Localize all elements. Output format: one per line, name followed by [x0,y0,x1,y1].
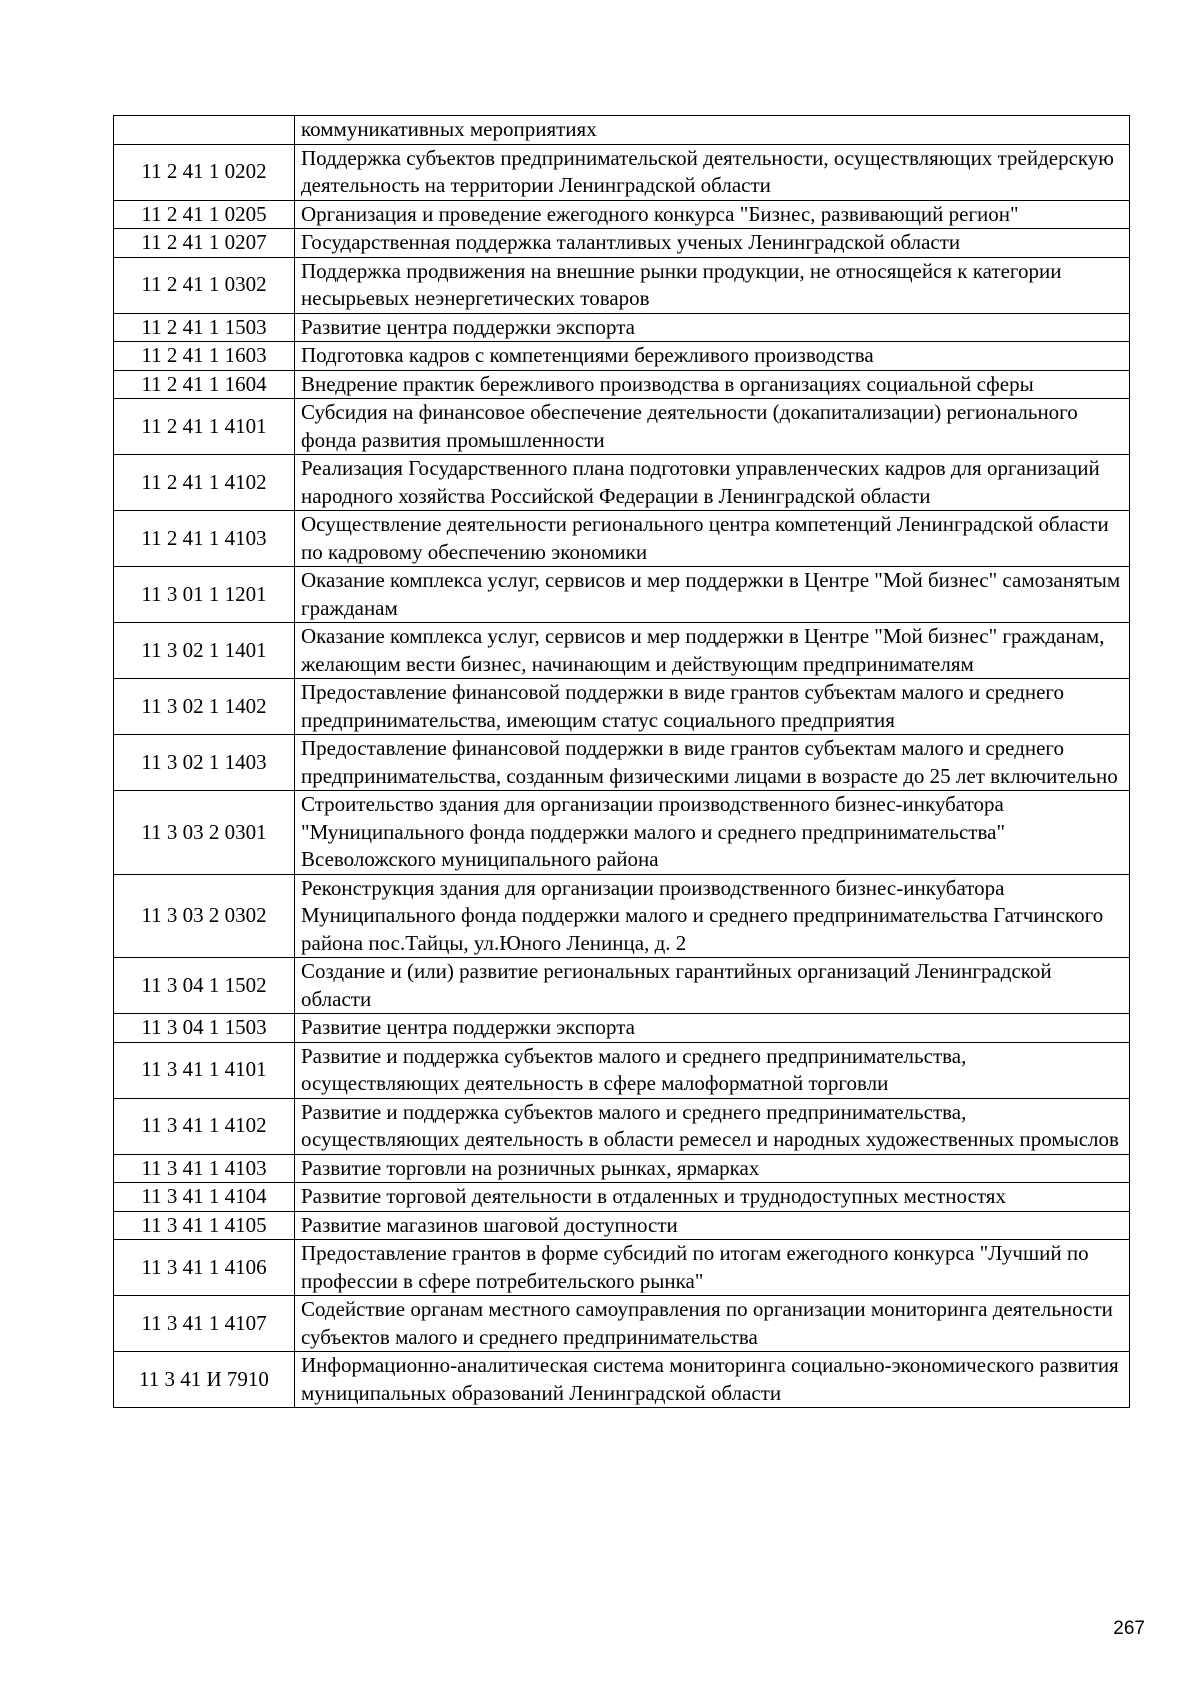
row-description: Развитие центра поддержки экспорта [295,1014,1130,1043]
row-description: Реконструкция здания для организации производственного бизнес-инкубатора Муниципального фонда поддержки малого и среднего предпринимательства Гатчинского района пос.Тайцы, ул.Юного Ленинца, д. 2 [295,874,1130,958]
table-row [114,874,1130,958]
row-code: 11 3 41 1 4104 [114,1183,295,1212]
row-description: коммуникативных мероприятиях [295,116,1130,145]
table-body [114,116,1130,1408]
row-code: 11 3 02 1 1403 [114,735,295,791]
row-code: 11 3 03 2 0302 [114,874,295,958]
row-code: 11 3 41 1 4101 [114,1042,295,1098]
row-code: 11 3 02 1 1402 [114,679,295,735]
row-code: 11 2 41 1 0207 [114,229,295,258]
table-row [114,679,1130,735]
row-code: 11 3 41 1 4103 [114,1154,295,1183]
row-code: 11 3 03 2 0301 [114,791,295,875]
table-row [114,229,1130,258]
row-description: Содействие органам местного самоуправления по организации мониторинга деятельности субъектов малого и среднего предпринимательства [295,1296,1130,1352]
row-code: 11 3 04 1 1502 [114,958,295,1014]
row-description: Субсидия на финансовое обеспечение деятельности (докапитализации) регионального фонда развития промышленности [295,399,1130,455]
table-row [114,1211,1130,1240]
table-row [114,1296,1130,1352]
row-description: Поддержка продвижения на внешние рынки продукции, не относящейся к категории несырьевых неэнергетических товаров [295,257,1130,313]
row-description: Поддержка субъектов предпринимательской деятельности, осуществляющих трейдерскую деятельность на территории Ленинградской области [295,144,1130,200]
row-description: Предоставление финансовой поддержки в виде грантов субъектам малого и среднего предпринимательства, созданным физическими лицами в возрасте до 25 лет включительно [295,735,1130,791]
row-description: Развитие и поддержка субъектов малого и среднего предпринимательства, осуществляющих деятельность в области ремесел и народных художественных промыслов [295,1098,1130,1154]
table-row [114,1042,1130,1098]
table-row [114,1098,1130,1154]
row-description: Развитие и поддержка субъектов малого и среднего предпринимательства, осуществляющих деятельность в сфере малоформатной торговли [295,1042,1130,1098]
row-code: 11 3 41 1 4105 [114,1211,295,1240]
row-code: 11 3 41 1 4102 [114,1098,295,1154]
table-row [114,511,1130,567]
table-row [114,257,1130,313]
table-row [114,623,1130,679]
table-row [114,399,1130,455]
table-row [114,791,1130,875]
row-code: 11 2 41 1 4101 [114,399,295,455]
row-code: 11 2 41 1 1604 [114,370,295,399]
table-row [114,116,1130,145]
row-description: Государственная поддержка талантливых ученых Ленинградской области [295,229,1130,258]
table-row [114,735,1130,791]
row-code: 11 3 01 1 1201 [114,567,295,623]
row-description: Создание и (или) развитие региональных гарантийных организаций Ленинградской области [295,958,1130,1014]
row-code: 11 3 04 1 1503 [114,1014,295,1043]
row-description: Развитие магазинов шаговой доступности [295,1211,1130,1240]
table-row [114,1240,1130,1296]
row-code: 11 2 41 1 0302 [114,257,295,313]
row-description: Информационно-аналитическая система мониторинга социально-экономического развития муниципальных образований Ленинградской области [295,1352,1130,1408]
table-row [114,313,1130,342]
page-number: 267 [1113,1618,1145,1639]
table-row [114,1183,1130,1212]
row-description: Реализация Государственного плана подготовки управленческих кадров для организаций народного хозяйства Российской Федерации в Ленинградской области [295,455,1130,511]
row-description: Подготовка кадров с компетенциями бережливого производства [295,342,1130,371]
table-row [114,455,1130,511]
row-code: 11 3 41 1 4107 [114,1296,295,1352]
row-description: Оказание комплекса услуг, сервисов и мер поддержки в Центре "Мой бизнес" гражданам, желающим вести бизнес, начинающим и действующим предпринимателям [295,623,1130,679]
table-row [114,1154,1130,1183]
row-description: Развитие торговой деятельности в отдаленных и труднодоступных местностях [295,1183,1130,1212]
row-code: 11 3 41 1 4106 [114,1240,295,1296]
row-description: Внедрение практик бережливого производства в организациях социальной сферы [295,370,1130,399]
table-row [114,370,1130,399]
row-description: Предоставление финансовой поддержки в виде грантов субъектам малого и среднего предпринимательства, имеющим статус социального предприятия [295,679,1130,735]
table-row [114,958,1130,1014]
row-description: Организация и проведение ежегодного конкурса "Бизнес, развивающий регион" [295,200,1130,229]
row-description: Развитие центра поддержки экспорта [295,313,1130,342]
row-description: Строительство здания для организации производственного бизнес-инкубатора "Муниципального фонда поддержки малого и среднего предпринимательства" Всеволожского муниципального района [295,791,1130,875]
row-code: 11 2 41 1 0202 [114,144,295,200]
row-code: 11 2 41 1 4102 [114,455,295,511]
table-row [114,1352,1130,1408]
row-description: Предоставление грантов в форме субсидий по итогам ежегодного конкурса "Лучший по профессии в сфере потребительского рынка" [295,1240,1130,1296]
row-code: 11 2 41 1 4103 [114,511,295,567]
row-code: 11 2 41 1 0205 [114,200,295,229]
budget-code-table [113,115,1130,1408]
table-row [114,567,1130,623]
table-row [114,200,1130,229]
table-row [114,342,1130,371]
row-description: Развитие торговли на розничных рынках, ярмарках [295,1154,1130,1183]
row-description: Осуществление деятельности регионального центра компетенций Ленинградской области по кадровому обеспечению экономики [295,511,1130,567]
table-row [114,1014,1130,1043]
row-code: 11 2 41 1 1503 [114,313,295,342]
table-row [114,144,1130,200]
row-code [114,116,295,145]
row-code: 11 3 02 1 1401 [114,623,295,679]
row-description: Оказание комплекса услуг, сервисов и мер поддержки в Центре "Мой бизнес" самозанятым гражданам [295,567,1130,623]
row-code: 11 2 41 1 1603 [114,342,295,371]
row-code: 11 3 41 И 7910 [114,1352,295,1408]
